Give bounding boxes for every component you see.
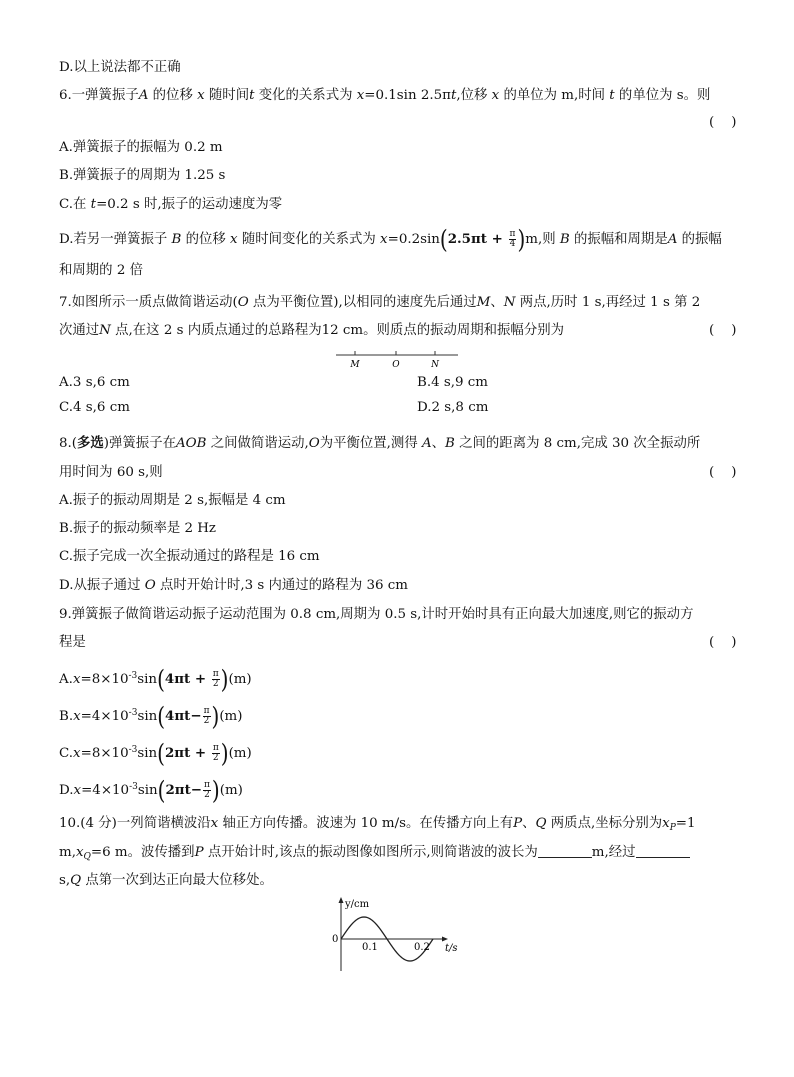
q9-option-b bbox=[59, 701, 243, 731]
q10-stem-text: =1 bbox=[675, 816, 696, 831]
coef: =4×10 bbox=[81, 783, 130, 798]
q6-var-t: t bbox=[90, 197, 97, 212]
q7-var-o: O bbox=[237, 295, 249, 310]
origin-label: 0 bbox=[332, 934, 339, 945]
q8-var-aob: AOB bbox=[175, 436, 207, 451]
answer-blank-wavelength[interactable] bbox=[538, 843, 592, 858]
fraction-denominator: 2 bbox=[212, 753, 219, 763]
inner-expr: 2πt− bbox=[165, 782, 202, 798]
q8-var-a: A bbox=[421, 436, 432, 451]
q10-stem-text: 两质点,坐标分别为 bbox=[546, 816, 663, 831]
y-axis-arrow bbox=[339, 897, 344, 903]
answer-blank-time[interactable] bbox=[636, 843, 690, 858]
right-paren: ) bbox=[517, 224, 526, 254]
q6-option-d-inner: 2.5πt + bbox=[447, 231, 508, 247]
inner-expr: 4πt + bbox=[164, 671, 211, 687]
q10-vibration-graph bbox=[325, 895, 470, 975]
q8-var-o: O bbox=[144, 578, 156, 593]
right-paren: ) bbox=[211, 701, 220, 731]
q6-var-x: x bbox=[380, 232, 388, 247]
q6-option-d-text: 的位移 bbox=[181, 232, 231, 247]
fraction-numerator: π bbox=[212, 743, 219, 753]
q6-option-d-text: m,则 bbox=[525, 232, 560, 247]
option-label: C. bbox=[59, 746, 74, 761]
q6-var-x: x bbox=[230, 232, 238, 247]
q6-formula-x: x bbox=[356, 88, 365, 103]
q8-option-a: A.振子的振动周期是 2 s,振幅是 4 cm bbox=[59, 493, 286, 508]
q7-option-c: C.4 s,6 cm bbox=[59, 400, 130, 415]
left-paren: ( bbox=[157, 701, 166, 731]
sin: sin bbox=[137, 709, 158, 724]
q7-sep: 、 bbox=[490, 295, 504, 310]
q7-stem-text: 点,在这 2 s 内质点通过的总路程为12 cm。则质点的振动周期和振幅分别为 bbox=[110, 323, 564, 338]
coef: =8×10 bbox=[80, 746, 129, 761]
tick-label-0.2: 0.2 bbox=[414, 942, 430, 953]
q6-option-c-text: C.在 bbox=[59, 197, 91, 212]
q7-option-a: A.3 s,6 cm bbox=[59, 375, 130, 390]
fraction bbox=[509, 230, 517, 249]
fraction-numerator: π bbox=[509, 229, 516, 239]
left-paren: ( bbox=[157, 738, 165, 768]
exponent: -3 bbox=[128, 708, 138, 718]
q6-option-d-text: D.若另一弹簧振子 bbox=[59, 232, 172, 247]
unit: (m) bbox=[228, 672, 252, 687]
label-n: N bbox=[431, 360, 439, 370]
q6-stem-text: 的位移 bbox=[148, 88, 198, 103]
q6-formula: =0.1sin 2.5π bbox=[364, 88, 451, 103]
q6-option-d-text: 的振幅 bbox=[677, 232, 722, 247]
q7-option-b: B.4 s,9 cm bbox=[417, 375, 488, 390]
q6-option-c bbox=[59, 195, 282, 215]
q6-option-b: B.弹簧振子的周期为 1.25 s bbox=[59, 168, 226, 183]
q8-option-d-text: D.从振子通过 bbox=[59, 578, 145, 593]
q7-figure-line bbox=[330, 347, 464, 371]
tick-label-0.1: 0.1 bbox=[362, 942, 378, 953]
q7-stem-line2 bbox=[59, 321, 564, 341]
q8-stem-text: 为平衡位置,测得 bbox=[319, 436, 422, 451]
q9-option-d bbox=[59, 775, 243, 805]
left-paren: ( bbox=[157, 664, 165, 694]
right-paren: ) bbox=[220, 664, 229, 694]
q10-sub-p: P bbox=[669, 823, 676, 833]
x-axis-label: t/s bbox=[445, 943, 458, 954]
sin: sin bbox=[137, 783, 158, 798]
option-label: B. bbox=[59, 709, 74, 724]
fraction bbox=[212, 670, 220, 689]
q6-option-a: A.弹簧振子的振幅为 0.2 m bbox=[59, 140, 223, 155]
q8-var-o: O bbox=[308, 436, 320, 451]
q8-option-d bbox=[59, 576, 408, 596]
q7-var-n: N bbox=[99, 323, 111, 338]
q8-var-b: B bbox=[445, 436, 455, 451]
q6-stem-text: ,位移 bbox=[456, 88, 492, 103]
q6-var-x: x bbox=[197, 88, 205, 103]
q10-stem-line2 bbox=[59, 843, 690, 867]
fraction-numerator: π bbox=[212, 669, 219, 679]
q10-stem-text: m,经过 bbox=[591, 845, 636, 860]
fraction-denominator: 4 bbox=[509, 239, 516, 249]
fraction bbox=[212, 744, 220, 763]
q10-var-xp: x bbox=[662, 816, 670, 831]
sin: sin bbox=[137, 672, 158, 687]
var-x: x bbox=[73, 746, 81, 761]
coef: =4×10 bbox=[80, 709, 129, 724]
q6-var-b: B bbox=[559, 232, 570, 247]
right-paren: ) bbox=[220, 738, 229, 768]
q6-stem-text: 的单位为 s。则 bbox=[614, 88, 711, 103]
left-paren: ( bbox=[439, 224, 448, 254]
unit: (m) bbox=[219, 783, 243, 798]
q9-stem-line2: 程是 bbox=[59, 635, 86, 650]
q9-answer-paren[interactable]: ( ) bbox=[709, 635, 737, 650]
q6-option-d-cont: 和周期的 2 倍 bbox=[59, 263, 143, 278]
q6-var-b: B bbox=[171, 232, 182, 247]
q8-answer-paren[interactable]: ( ) bbox=[709, 465, 737, 480]
q7-var-n: N bbox=[503, 295, 516, 310]
q7-answer-paren[interactable]: ( ) bbox=[709, 323, 737, 338]
option-label: D. bbox=[59, 783, 74, 798]
q8-stem-line1 bbox=[59, 433, 700, 454]
q9-stem-line1: 9.弹簧振子做简谐运动振子运动范围为 0.8 cm,周期为 0.5 s,计时开始时具有正向最大加速度,则它的振动方 bbox=[59, 607, 694, 622]
q7-option-d: D.2 s,8 cm bbox=[417, 400, 489, 415]
q6-var-a: A bbox=[138, 88, 149, 103]
exponent: -3 bbox=[128, 745, 138, 755]
q10-var-xq: x bbox=[75, 845, 84, 860]
q6-var-t: t bbox=[249, 88, 255, 103]
left-paren: ( bbox=[157, 775, 166, 805]
var-x: x bbox=[73, 709, 81, 724]
q10-stem-text: m, bbox=[59, 845, 76, 860]
fraction-denominator: 2 bbox=[203, 716, 210, 726]
q10-stem-line3 bbox=[59, 871, 273, 891]
q6-option-d-text: 的振幅和周期是 bbox=[569, 232, 668, 247]
q10-var-q: Q bbox=[70, 873, 82, 888]
q10-var-x: x bbox=[210, 816, 219, 831]
label-o: O bbox=[392, 360, 400, 370]
q10-stem-text: 10.(4 分)一列简谐横波沿 bbox=[59, 816, 211, 831]
q9-option-a bbox=[59, 664, 252, 694]
q6-stem-text: 随时间 bbox=[204, 88, 250, 103]
inner-expr: 2πt + bbox=[164, 745, 211, 761]
q6-stem-text: 6.一弹簧振子 bbox=[59, 88, 139, 103]
q10-stem-text: 点第一次到达正向最大位移处。 bbox=[81, 873, 273, 888]
option-label: A. bbox=[59, 672, 73, 687]
q6-option-d-formula: =0.2sin bbox=[387, 232, 440, 247]
q5-option-d bbox=[59, 58, 181, 78]
y-axis-label: y/cm bbox=[345, 899, 370, 910]
fraction-numerator: π bbox=[203, 706, 210, 716]
fraction-denominator: 2 bbox=[204, 790, 210, 800]
q6-option-d bbox=[59, 224, 722, 254]
q10-stem-text: =6 m。波传播到 bbox=[90, 845, 195, 860]
right-paren: ) bbox=[211, 775, 220, 805]
unit: (m) bbox=[228, 746, 252, 761]
exponent: -3 bbox=[129, 782, 138, 792]
q8-option-c: C.振子完成一次全振动通过的路程是 16 cm bbox=[59, 549, 320, 564]
q6-option-d-text: 随时间变化的关系式为 bbox=[237, 232, 381, 247]
q10-stem-text: 点开始计时,该点的振动图像如图所示,则简谐波的波长为 bbox=[203, 845, 538, 860]
q7-var-m: M bbox=[476, 295, 491, 310]
q6-formula-t: t bbox=[450, 88, 457, 103]
x-axis-arrow bbox=[442, 937, 448, 942]
q5-option-d-text: D.以上说法都不正确 bbox=[59, 60, 181, 75]
label-m: M bbox=[350, 360, 360, 370]
q8-stem-text: 8.( bbox=[59, 436, 78, 451]
q7-stem-text: 次通过 bbox=[59, 323, 100, 338]
q7-stem-line1 bbox=[59, 293, 700, 313]
q9-option-c bbox=[59, 738, 252, 768]
q6-var-a: A bbox=[667, 232, 678, 247]
q8-stem-text: )弹簧振子在 bbox=[103, 436, 176, 451]
q8-stem-line2: 用时间为 60 s,则 bbox=[59, 465, 163, 480]
q8-option-b: B.振子的振动频率是 2 Hz bbox=[59, 521, 216, 536]
coef: =8×10 bbox=[80, 672, 129, 687]
fraction bbox=[203, 781, 211, 800]
q10-var-p: P bbox=[194, 845, 204, 860]
sin: sin bbox=[137, 746, 158, 761]
exponent: -3 bbox=[128, 671, 138, 681]
q6-var-x: x bbox=[491, 88, 500, 103]
q8-sep: 、 bbox=[431, 436, 446, 451]
q10-stem-line1 bbox=[59, 814, 696, 838]
q6-option-c-text: =0.2 s 时,振子的运动速度为零 bbox=[96, 197, 283, 212]
q6-var-t: t bbox=[609, 88, 615, 103]
fraction bbox=[203, 707, 211, 726]
q8-stem-text: 之间的距离为 8 cm,完成 30 次全振动所 bbox=[454, 436, 701, 451]
q10-var-p: P bbox=[513, 816, 523, 831]
q6-answer-paren[interactable]: ( ) bbox=[709, 115, 737, 130]
q10-stem-text: s, bbox=[59, 873, 71, 888]
q10-sub-q: Q bbox=[83, 852, 91, 862]
q7-stem-text: 7.如图所示一质点做简谐运动( bbox=[59, 295, 238, 310]
q7-stem-text: 点为平衡位置),以相同的速度先后通过 bbox=[248, 295, 477, 310]
q8-stem-text: 之间做简谐运动, bbox=[206, 436, 309, 451]
unit: (m) bbox=[219, 709, 243, 724]
q6-stem-text: 变化的关系式为 bbox=[254, 88, 357, 103]
q10-stem-text: 轴正方向传播。波速为 10 m/s。在传播方向上有 bbox=[218, 816, 514, 831]
var-x: x bbox=[73, 783, 82, 798]
q10-sep: 、 bbox=[522, 816, 536, 831]
q10-var-q: Q bbox=[535, 816, 547, 831]
fraction-numerator: π bbox=[203, 780, 210, 790]
q6-stem-line1 bbox=[59, 86, 710, 106]
q6-stem-text: 的单位为 m,时间 bbox=[499, 88, 610, 103]
inner-expr: 4πt− bbox=[165, 708, 202, 724]
fraction-denominator: 2 bbox=[212, 679, 219, 689]
q8-option-d-text: 点时开始计时,3 s 内通过的路程为 36 cm bbox=[155, 578, 408, 593]
q7-stem-text: 两点,历时 1 s,再经过 1 s 第 2 bbox=[515, 295, 701, 310]
q8-multi-select-tag: 多选 bbox=[77, 435, 104, 451]
var-x: x bbox=[72, 672, 81, 687]
